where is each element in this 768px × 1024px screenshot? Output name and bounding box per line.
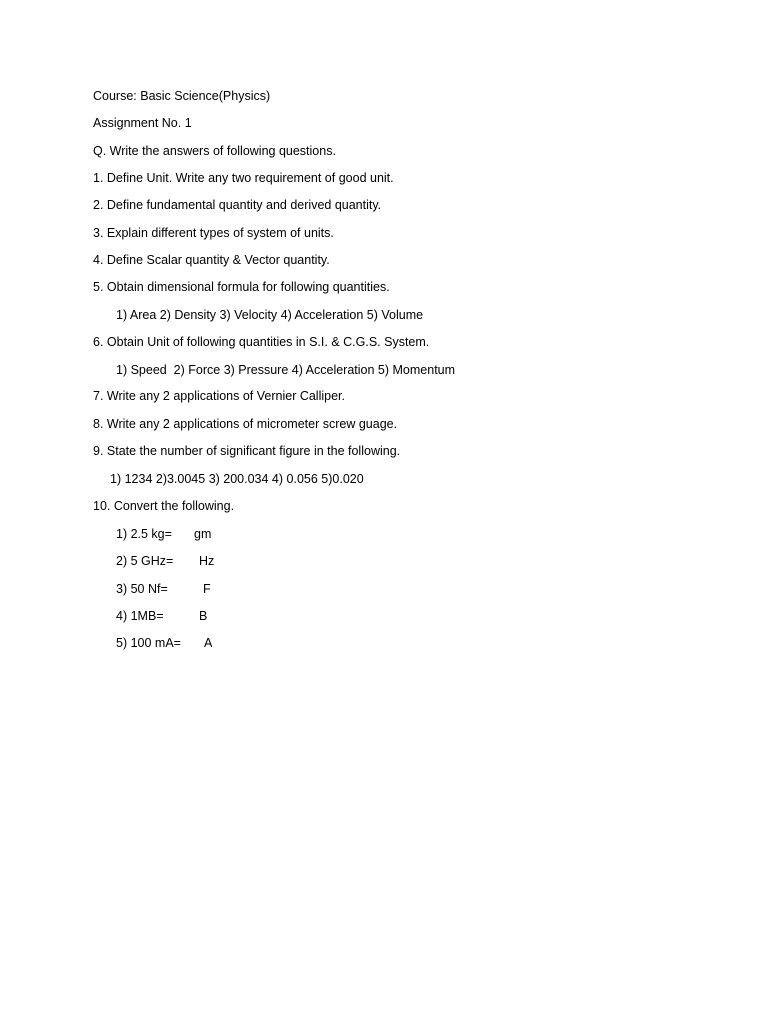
conversion-4-left: 4) 1MB= [116,609,164,623]
conversion-1-unit: gm [194,527,212,541]
question-9: 9. State the number of significant figure in the following. [93,444,401,458]
question-5: 5. Obtain dimensional formula for following quantities. [93,280,390,294]
question-6: 6. Obtain Unit of following quantities in S.I. & C.G.S. System. [93,335,430,349]
question-8: 8. Write any 2 applications of micrometer screw guage. [93,417,398,431]
conversion-2-left: 2) 5 GHz= [116,554,174,568]
conversion-3-left: 3) 50 Nf= [116,582,168,596]
conversion-2-unit: Hz [199,554,215,568]
question-6-items: 1) Speed 2) Force 3) Pressure 4) Acceleration 5) Momentum [116,363,456,377]
question-10: 10. Convert the following. [93,499,235,513]
question-1: 1. Define Unit. Write any two requirement of good unit. [93,171,394,185]
course-title: Course: Basic Science(Physics) [93,89,271,103]
conversion-5-left: 5) 100 mA= [116,636,181,650]
question-4: 4. Define Scalar quantity & Vector quantity. [93,253,330,267]
conversion-4-unit: B [199,609,208,623]
question-3: 3. Explain different types of system of units. [93,226,334,240]
question-9-items: 1) 1234 2)3.0045 3) 200.034 4) 0.056 5)0.020 [110,472,364,486]
question-7: 7. Write any 2 applications of Vernier Calliper. [93,389,345,403]
conversion-1-left: 1) 2.5 kg= [116,527,172,541]
assignment-number: Assignment No. 1 [93,116,192,130]
question-2: 2. Define fundamental quantity and derived quantity. [93,198,382,212]
conversion-3-unit: F [203,582,211,596]
conversion-5-unit: A [204,636,213,650]
instruction-line: Q. Write the answers of following questions. [93,144,336,158]
question-5-items: 1) Area 2) Density 3) Velocity 4) Acceleration 5) Volume [116,308,424,322]
